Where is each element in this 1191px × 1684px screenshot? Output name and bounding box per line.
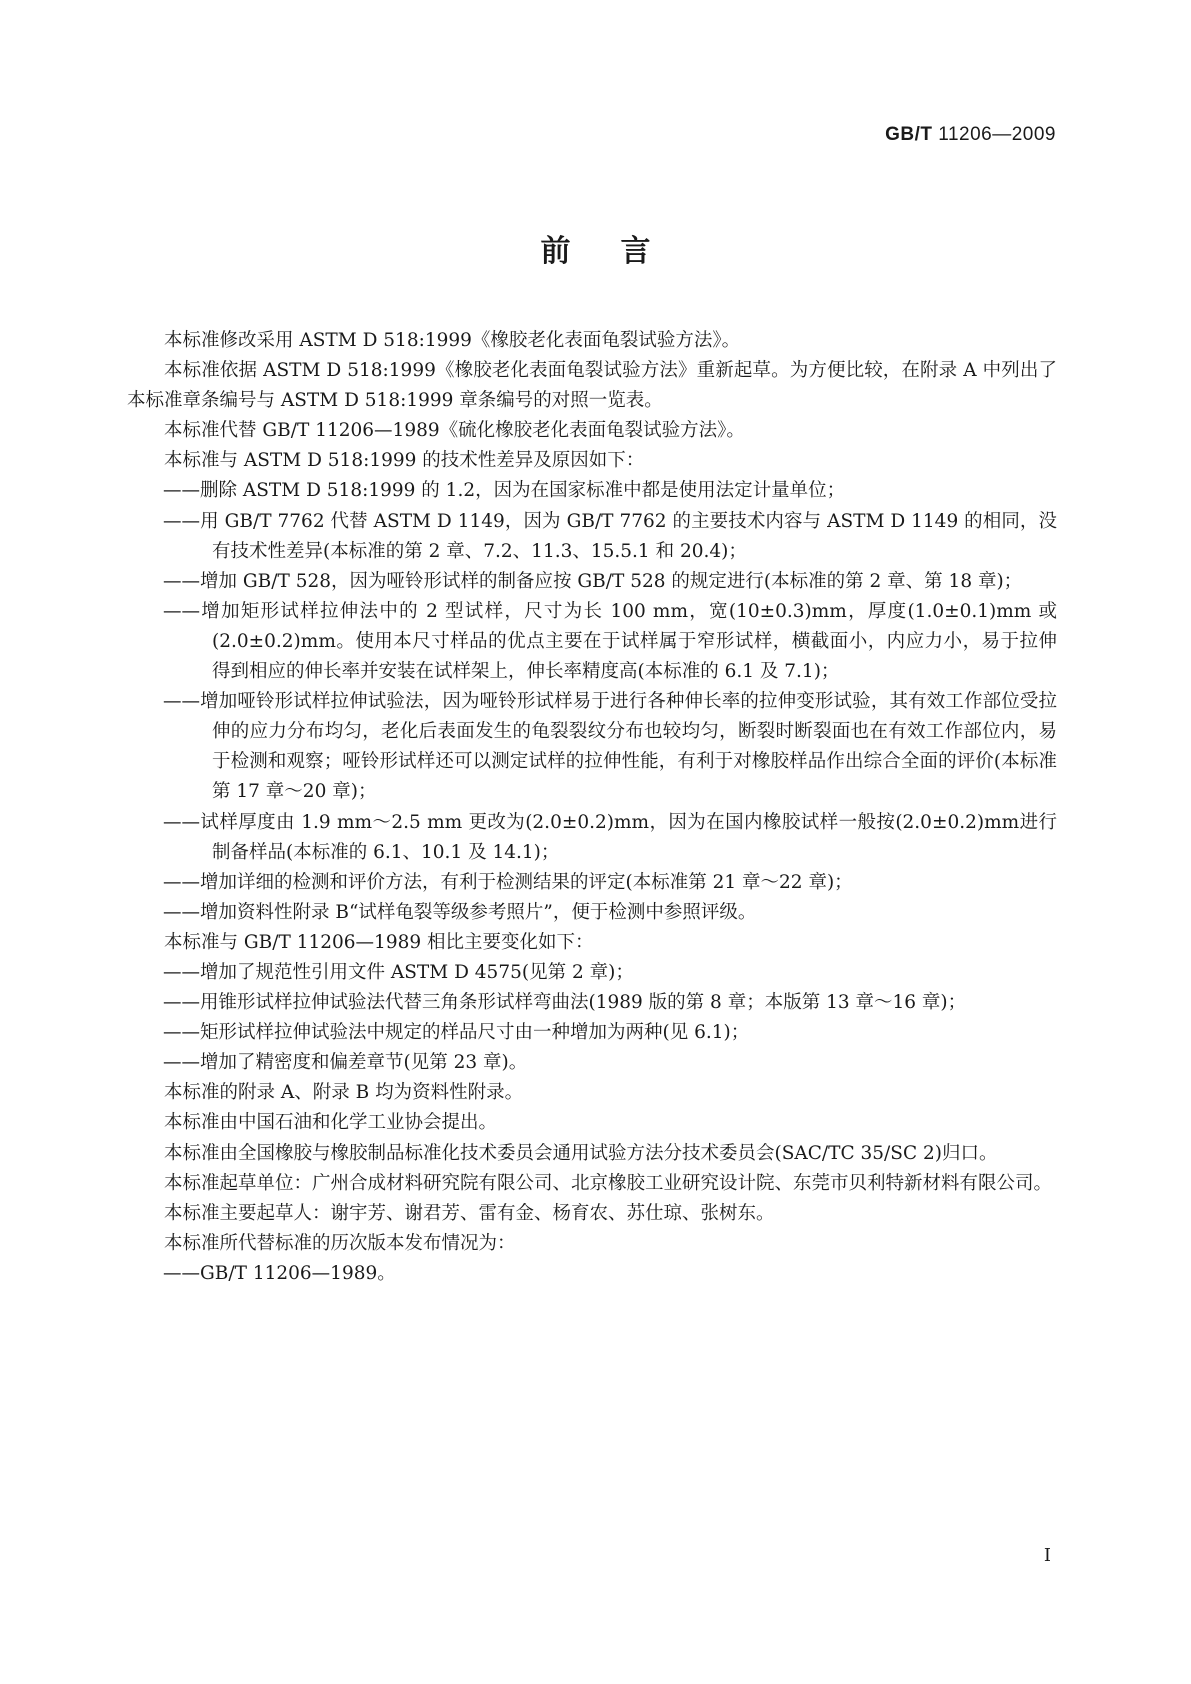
list-item: ——删除 ASTM D 518:1999 的 1.2，因为在国家标准中都是使用法定计量单位； (163, 480, 846, 502)
list-item: ——增加资料性附录 B“试样龟裂等级参考照片”，便于检测中参照评级。 (163, 901, 757, 923)
standard-number (885, 124, 1056, 146)
paragraph: 本标准起草单位：广州合成材料研究院有限公司、北京橡胶工业研究设计院、东莞市贝利特新材料有限公司。 (164, 1172, 1053, 1194)
standard-code: 11206—2009 (938, 124, 1056, 145)
paragraph: 本标准代替 GB/T 11206—1989《硫化橡胶老化表面龟裂试验方法》。 (164, 420, 745, 442)
paragraph: 本标准与 ASTM D 518:1999 的技术性差异及原因如下： (164, 450, 645, 472)
page-number: I (1043, 1545, 1051, 1566)
list-item: ——增加详细的检测和评价方法，有利于检测结果的评定(本标准第 21 章～22 章)； (163, 871, 853, 893)
list-item: ——矩形试样拉伸试验法中规定的样品尺寸由一种增加为两种(见 6.1)； (163, 1022, 750, 1044)
list-item: ——增加哑铃形试样拉伸试验法，因为哑铃形试样易于进行各种伸长率的拉伸变形试验，其有效工作部位受拉伸的应力分布均匀，老化后表面发生的龟裂裂纹分布也较均匀，断裂时断裂面也在有效工作部位内，易于检测和观察；哑铃形试样还可以测定试样的拉伸性能，有利于对橡胶样品作出综合全面的评价(本标准第 17 章～20 章)； (163, 691, 1057, 803)
paragraph: 本标准与 GB/T 11206—1989 相比主要变化如下： (164, 931, 594, 953)
paragraph: 本标准主要起草人：谢宇芳、谢君芳、雷有金、杨育农、苏仕琼、张树东。 (164, 1202, 775, 1224)
list-item: ——用锥形试样拉伸试验法代替三角条形试样弯曲法(1989 版的第 8 章；本版第 13 章～16 章)； (163, 992, 967, 1014)
paragraph: 本标准由中国石油和化学工业协会提出。 (164, 1112, 498, 1134)
list-item: ——增加了规范性引用文件 ASTM D 4575(见第 2 章)； (163, 961, 634, 983)
paragraph: 本标准由全国橡胶与橡胶制品标准化技术委员会通用试验方法分技术委员会(SAC/TC 35/SC 2)归口。 (164, 1142, 998, 1164)
list-item: ——试样厚度由 1.9 mm～2.5 mm 更改为(2.0±0.2)mm，因为在国内橡胶试样一般按(2.0±0.2)mm进行制备样品(本标准的 6.1、10.1 及 14.1)； (163, 811, 1057, 863)
page-title: 前言 (540, 234, 701, 269)
list-item: ——GB/T 11206—1989。 (163, 1262, 396, 1284)
paragraph: 本标准依据 ASTM D 518:1999《橡胶老化表面龟裂试验方法》重新起草。为方便比较，在附录 A 中列出了本标准章条编号与 ASTM D 518:1999 章条编号的对照一览表。 (127, 360, 1057, 412)
list-item: ——用 GB/T 7762 代替 ASTM D 1149，因为 GB/T 7762 的主要技术内容与 ASTM D 1149 的相同，没有技术性差异(本标准的第 2 章、7.2、11.3、15.5.1 和 20.4)； (163, 510, 1057, 562)
paragraph: 本标准的附录 A、附录 B 均为资料性附录。 (164, 1082, 524, 1104)
list-item: ——增加了精密度和偏差章节(见第 23 章)。 (163, 1052, 528, 1074)
preface-body (127, 326, 1057, 1289)
standard-prefix: GB/T (885, 124, 933, 145)
list-item: ——增加矩形试样拉伸法中的 2 型试样，尺寸为长 100 mm，宽(10±0.3)mm，厚度(1.0±0.1)mm 或(2.0±0.2)mm。使用本尺寸样品的优点主要在于试样属于窄形试样，横截面小，内应力小，易于拉伸得到相应的伸长率并安装在试样架上，伸长率精度高(本标准的 6.1 及 7.1)； (163, 600, 1057, 683)
paragraph: 本标准修改采用 ASTM D 518:1999《橡胶老化表面龟裂试验方法》。 (164, 330, 741, 351)
paragraph: 本标准所代替标准的历次版本发布情况为： (164, 1232, 516, 1254)
list-item: ——增加 GB/T 528，因为哑铃形试样的制备应按 GB/T 528 的规定进行(本标准的第 2 章、第 18 章)； (163, 570, 1023, 592)
